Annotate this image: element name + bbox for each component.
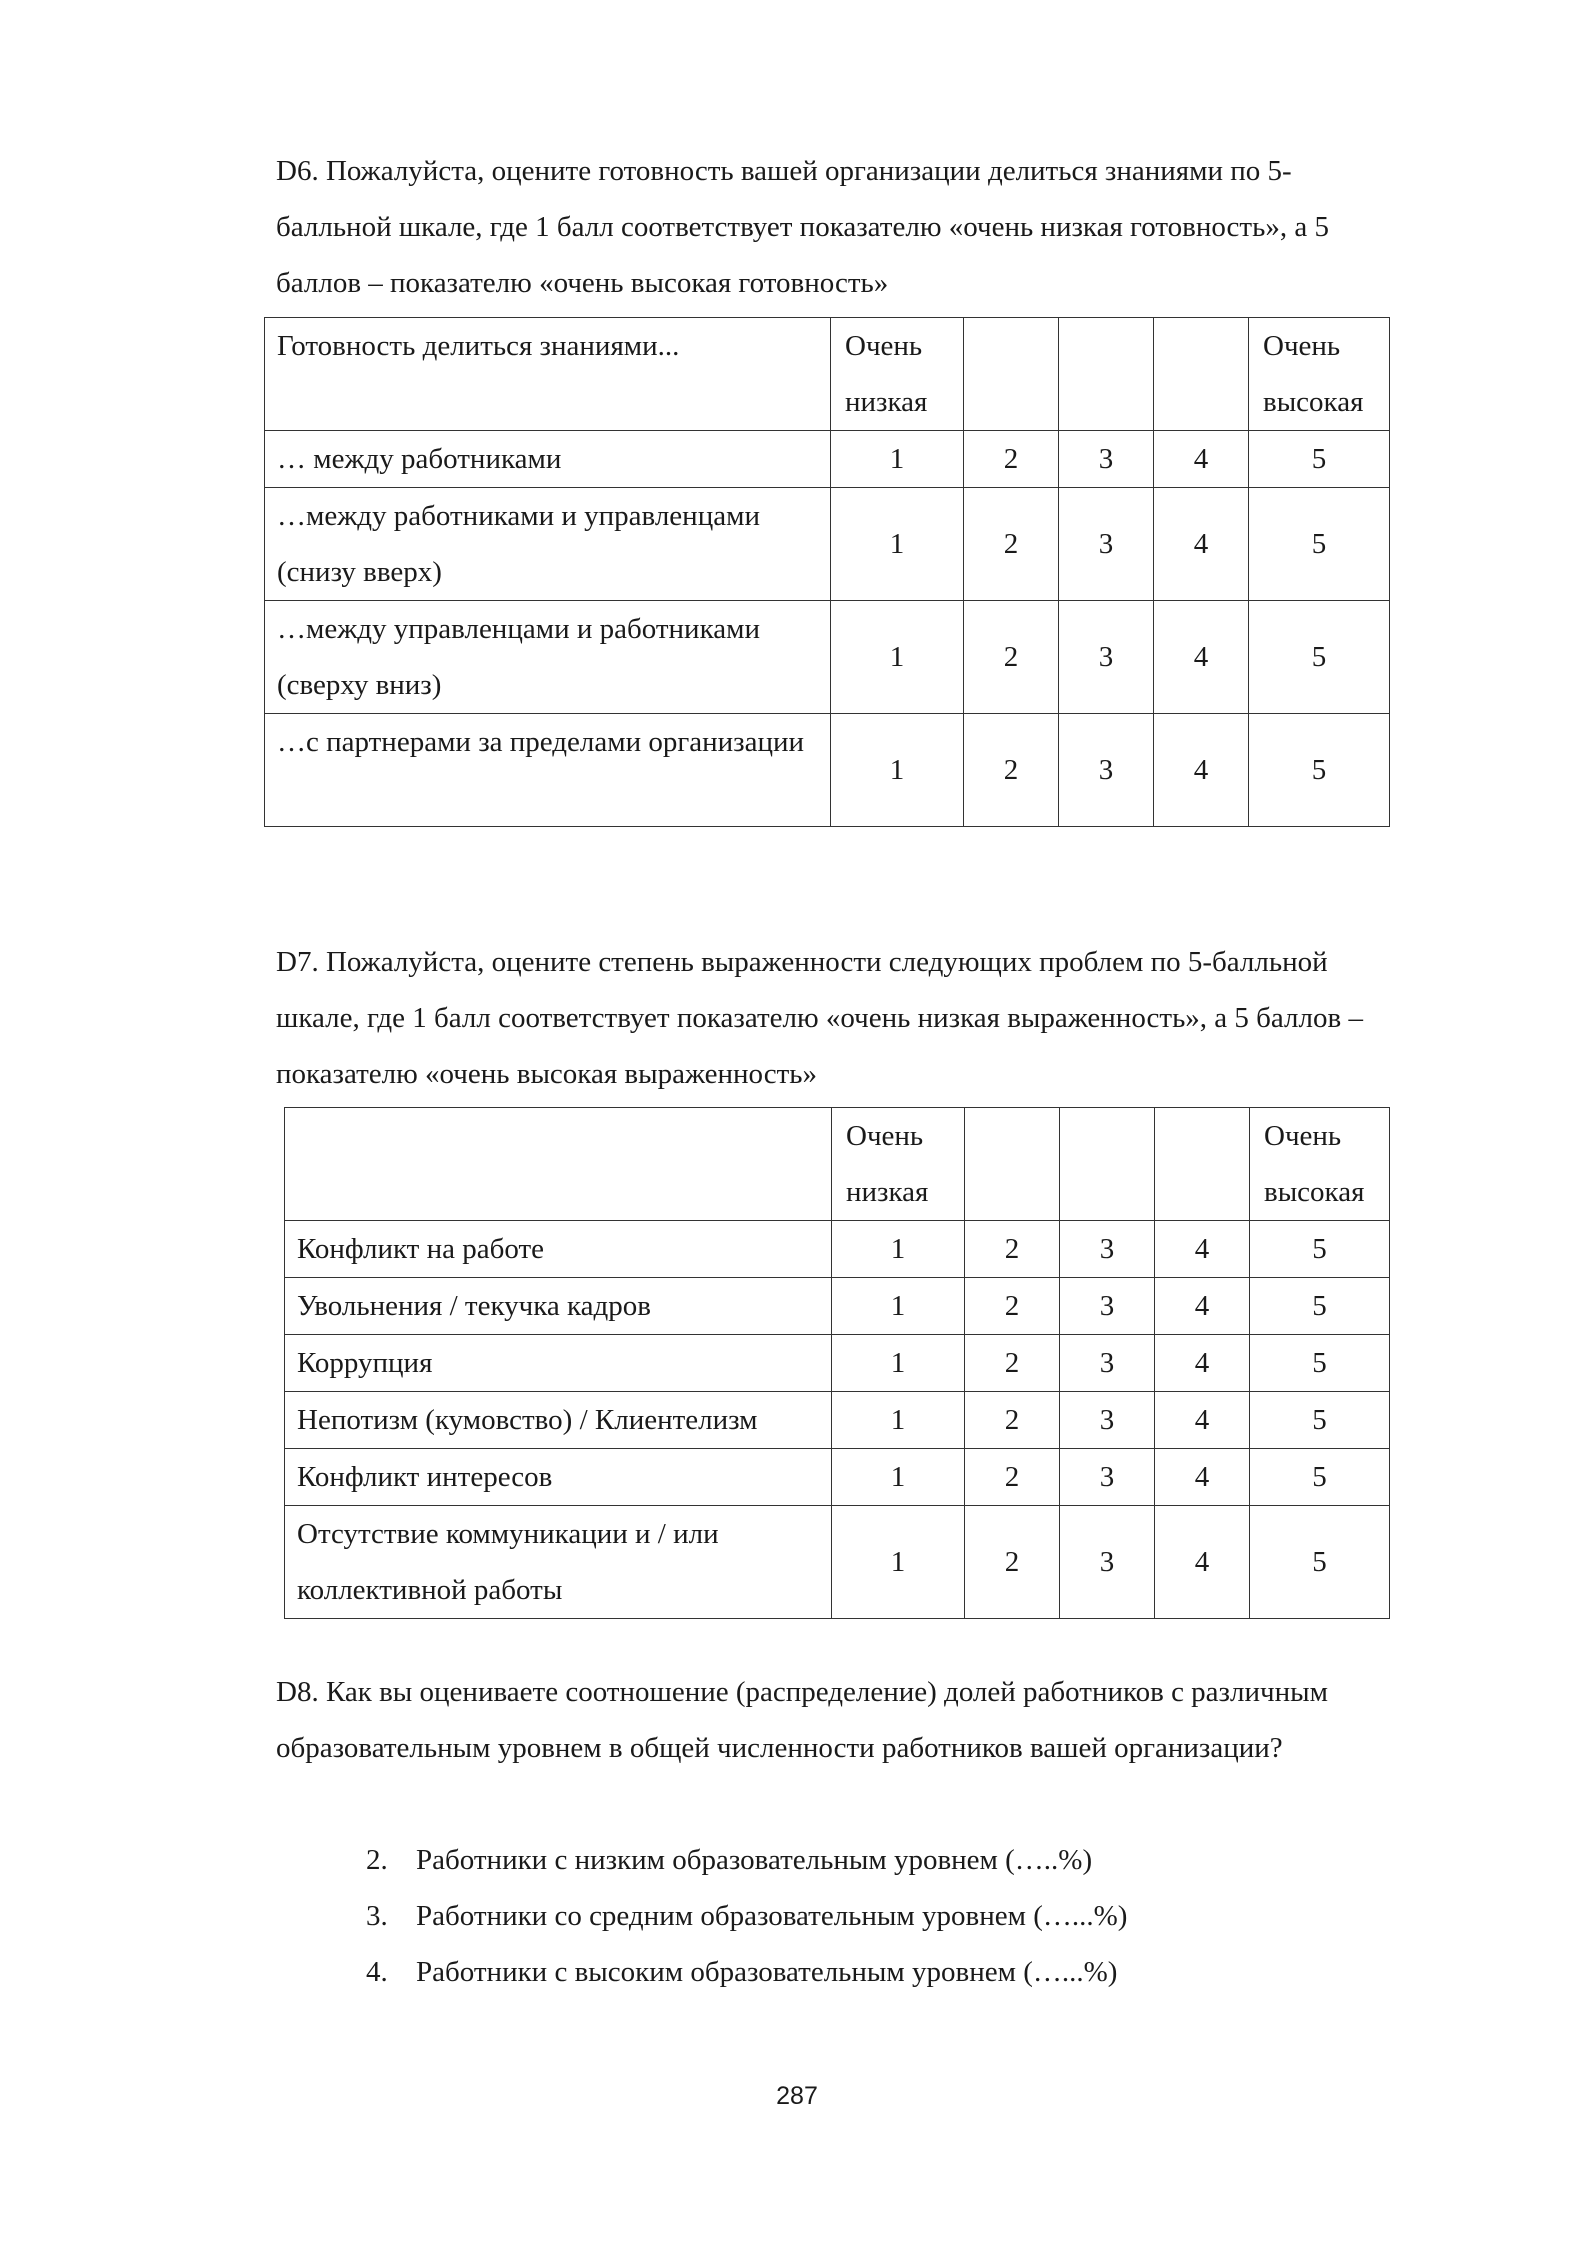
d6-scale-4[interactable]: 4	[1154, 431, 1249, 488]
d7-scale-3[interactable]: 3	[1060, 1221, 1155, 1278]
d7-row-label: Увольнения / текучка кадров	[285, 1278, 832, 1335]
d6-scale-1[interactable]: 1	[831, 714, 964, 827]
d6-header-low: Очень низкая	[831, 318, 964, 431]
d7-row	[285, 1449, 1390, 1506]
d8-answer-item	[366, 1832, 1127, 1888]
d7-scale-3[interactable]: 3	[1060, 1392, 1155, 1449]
d6-header-high: Очень высокая	[1249, 318, 1390, 431]
d6-row	[265, 714, 1390, 827]
d7-row	[285, 1506, 1390, 1619]
d7-scale-1[interactable]: 1	[832, 1506, 965, 1619]
d6-row-label: …между управленцами и работниками (сверху вниз)	[265, 601, 831, 714]
d6-scale-1[interactable]: 1	[831, 601, 964, 714]
d7-scale-5[interactable]: 5	[1250, 1506, 1390, 1619]
d7-scale-2[interactable]: 2	[965, 1449, 1060, 1506]
d7-row	[285, 1335, 1390, 1392]
d7-scale-4[interactable]: 4	[1155, 1278, 1250, 1335]
d7-row-label: Конфликт на работе	[285, 1221, 832, 1278]
d6-scale-2[interactable]: 2	[964, 714, 1059, 827]
d6-row-label: …между работниками и управленцами (снизу вверх)	[265, 488, 831, 601]
d7-scale-1[interactable]: 1	[832, 1221, 965, 1278]
d7-scale-4[interactable]: 4	[1155, 1506, 1250, 1619]
d6-row-label: …с партнерами за пределами организации	[265, 714, 831, 827]
d7-row-label: Непотизм (кумовство) / Клиентелизм	[285, 1392, 832, 1449]
d7-header-low: Очень низкая	[832, 1108, 965, 1221]
d7-scale-4[interactable]: 4	[1155, 1449, 1250, 1506]
d7-row	[285, 1392, 1390, 1449]
d8-item-text: Работники с высоким образовательным уровнем (…...%)	[416, 1956, 1118, 1988]
d6-header-label: Готовность делиться знаниями...	[265, 318, 831, 431]
d7-scale-1[interactable]: 1	[832, 1335, 965, 1392]
d7-scale-2[interactable]: 2	[965, 1392, 1060, 1449]
d7-header-row	[285, 1108, 1390, 1221]
d6-scale-2[interactable]: 2	[964, 431, 1059, 488]
d6-header-row	[265, 318, 1390, 431]
d6-row-label: … между работниками	[265, 431, 831, 488]
d6-scale-1[interactable]: 1	[831, 488, 964, 601]
d6-scale-3[interactable]: 3	[1059, 601, 1154, 714]
d7-header-empty	[1155, 1108, 1250, 1221]
d8-question: D8. Как вы оцениваете соотношение (распределение) долей работников с различным образовательным уровнем в общей численности работников вашей организации?	[276, 1676, 1328, 1764]
d7-scale-3[interactable]: 3	[1060, 1335, 1155, 1392]
d7-scale-5[interactable]: 5	[1250, 1335, 1390, 1392]
d6-scale-3[interactable]: 3	[1059, 431, 1154, 488]
d7-question: D7. Пожалуйста, оцените степень выраженности следующих проблем по 5-балльной шкале, где 1 балл соответствует показателю «очень низкая выраженность», а 5 баллов – показателю «очень высокая выраженность»	[276, 946, 1363, 1090]
d6-scale-5[interactable]: 5	[1249, 601, 1390, 714]
d7-header-empty	[1060, 1108, 1155, 1221]
d8-item-number: 3.	[366, 1900, 388, 1932]
d7-scale-4[interactable]: 4	[1155, 1392, 1250, 1449]
d6-scale-3[interactable]: 3	[1059, 714, 1154, 827]
d7-scale-4[interactable]: 4	[1155, 1221, 1250, 1278]
d6-row	[265, 601, 1390, 714]
d7-row-label: Конфликт интересов	[285, 1449, 832, 1506]
d7-scale-3[interactable]: 3	[1060, 1449, 1155, 1506]
d6-scale-3[interactable]: 3	[1059, 488, 1154, 601]
d6-scale-5[interactable]: 5	[1249, 714, 1390, 827]
d7-scale-3[interactable]: 3	[1060, 1506, 1155, 1619]
d6-scale-1[interactable]: 1	[831, 431, 964, 488]
d7-header-high: Очень высокая	[1250, 1108, 1390, 1221]
d6-question: D6. Пожалуйста, оцените готовность вашей организации делиться знаниями по 5-балльной шкале, где 1 балл соответствует показателю «очень низкая готовность», а 5 баллов – показателю «очень высокая готовность»	[276, 155, 1329, 299]
d7-scale-4[interactable]: 4	[1155, 1335, 1250, 1392]
d7-header-label	[285, 1108, 832, 1221]
d7-scale-1[interactable]: 1	[832, 1278, 965, 1335]
d8-answer-list	[366, 1832, 1127, 2000]
d6-scale-5[interactable]: 5	[1249, 431, 1390, 488]
d7-scale-1[interactable]: 1	[832, 1449, 965, 1506]
d7-scale-5[interactable]: 5	[1250, 1392, 1390, 1449]
d6-scale-2[interactable]: 2	[964, 488, 1059, 601]
d7-row-label: Коррупция	[285, 1335, 832, 1392]
d6-row	[265, 431, 1390, 488]
d6-header-empty	[964, 318, 1059, 431]
d7-scale-2[interactable]: 2	[965, 1335, 1060, 1392]
d8-item-number: 4.	[366, 1956, 388, 1988]
d7-scale-3[interactable]: 3	[1060, 1278, 1155, 1335]
d7-scale-5[interactable]: 5	[1250, 1221, 1390, 1278]
d7-row-label: Отсутствие коммуникации и / или коллективной работы	[285, 1506, 832, 1619]
d7-scale-2[interactable]: 2	[965, 1278, 1060, 1335]
d7-scale-2[interactable]: 2	[965, 1506, 1060, 1619]
d8-answer-item	[366, 1944, 1127, 2000]
d8-item-text: Работники с низким образовательным уровнем (…..%)	[416, 1844, 1093, 1876]
d7-scale-1[interactable]: 1	[832, 1392, 965, 1449]
d6-scale-4[interactable]: 4	[1154, 601, 1249, 714]
d6-header-empty	[1059, 318, 1154, 431]
d6-rating-table	[264, 317, 1390, 827]
page-number: 287	[776, 2082, 818, 2110]
d7-scale-2[interactable]: 2	[965, 1221, 1060, 1278]
d7-rating-table	[284, 1107, 1390, 1619]
d7-header-empty	[965, 1108, 1060, 1221]
d6-scale-4[interactable]: 4	[1154, 488, 1249, 601]
d7-scale-5[interactable]: 5	[1250, 1449, 1390, 1506]
d6-row	[265, 488, 1390, 601]
d8-item-number: 2.	[366, 1844, 388, 1876]
d6-scale-4[interactable]: 4	[1154, 714, 1249, 827]
d7-row	[285, 1278, 1390, 1335]
d8-answer-item	[366, 1888, 1127, 1944]
d6-header-empty	[1154, 318, 1249, 431]
d7-row	[285, 1221, 1390, 1278]
d7-scale-5[interactable]: 5	[1250, 1278, 1390, 1335]
d6-scale-5[interactable]: 5	[1249, 488, 1390, 601]
d8-item-text: Работники со средним образовательным уровнем (…...%)	[416, 1900, 1128, 1932]
d6-scale-2[interactable]: 2	[964, 601, 1059, 714]
